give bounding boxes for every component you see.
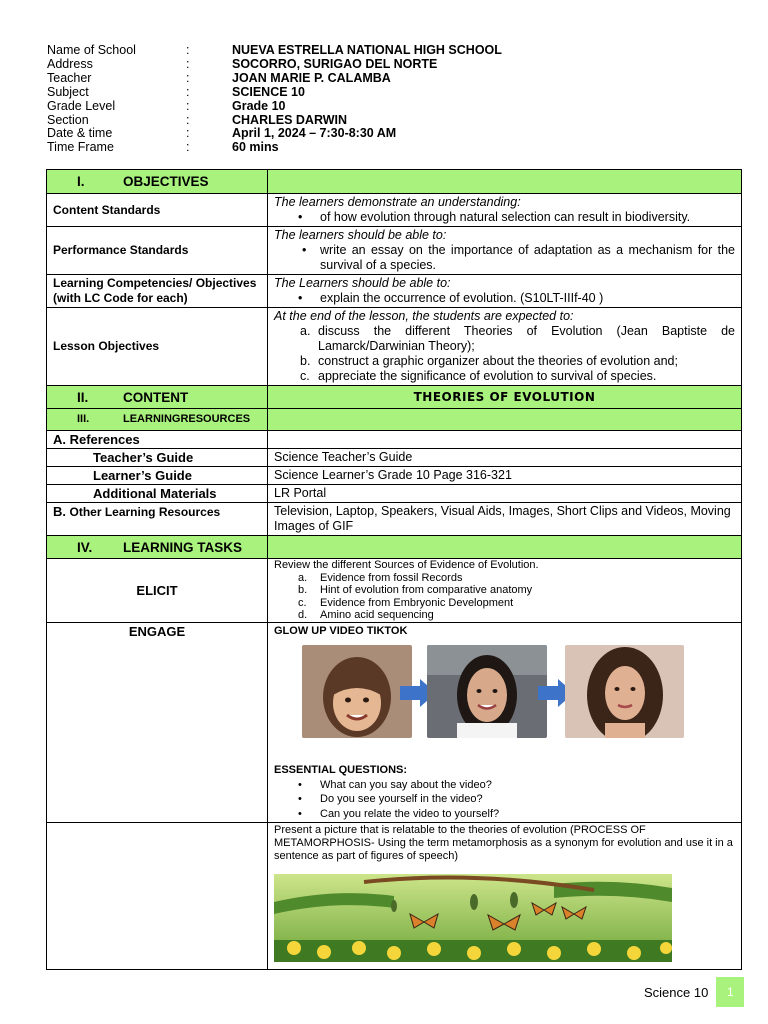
objective-item: c. appreciate the significance of evolution to survival of species. [300, 369, 657, 383]
content-standards-label: Content Standards [47, 194, 268, 227]
competencies-label: Learning Competencies/ Objectives (with LC Code for each) [47, 275, 268, 308]
header-colon: : [186, 84, 190, 99]
header-row [47, 114, 502, 128]
header-label: Date & time [47, 126, 113, 141]
learners-guide-value: Science Learner’s Grade 10 Page 316-321 [268, 467, 742, 485]
header-row [47, 141, 502, 155]
competencies-value: The Learners should be able to: • explain the occurrence of evolution. (S10LT-IIIf-40 ) [268, 275, 742, 308]
child-photo [302, 645, 412, 738]
objective-item: b. construct a graphic organizer about the theories of evolution and; [300, 354, 678, 368]
header-row [47, 127, 502, 141]
page-number: 1 [716, 977, 744, 1007]
header-value: Grade 10 [232, 98, 286, 113]
metamorphosis-picture [274, 874, 735, 962]
header-label: Address [47, 56, 93, 71]
content-topic: THEORIES OF EVOLUTION [268, 386, 742, 409]
header-colon: : [186, 56, 190, 71]
content-heading: II. CONTENT [47, 386, 268, 409]
teachers-guide-value: Science Teacher’s Guide [268, 449, 742, 467]
elicit-item: a. Evidence from fossil Records [298, 571, 463, 584]
header-value: April 1, 2024 – 7:30-8:30 AM [232, 126, 397, 141]
header-colon: : [186, 43, 190, 57]
essential-question: • Do you see yourself in the video? [274, 792, 735, 807]
lesson-plan-table [46, 169, 742, 970]
other-resources-value: Television, Laptop, Speakers, Visual Aids, Images, Short Clips and Videos, Moving Images of GIF [268, 503, 742, 536]
content-standards-value: The learners demonstrate an understanding: • of how evolution through natural selection can result in biodiversity. [268, 194, 742, 227]
header-label: Teacher [47, 70, 92, 85]
header-value: SOCORRO, SURIGAO DEL NORTE [232, 56, 438, 71]
additional-materials-value: LR Portal [268, 485, 742, 503]
woman-photo [565, 645, 684, 738]
lesson-objectives-value: At the end of the lesson, the students are expected to: a. discuss the different Theories of Evolution (Jean Baptiste de Lamarck/Darwinian Theory); b. construct a graphic organizer about the theories of evolution and; c. appreciate the significance of evolution to survival of species. [268, 308, 742, 386]
header-colon: : [186, 98, 190, 113]
footer-subject: Science 10 [644, 984, 709, 1000]
metamorphosis-cell: Present a picture that is relatable to the theories of evolution (PROCESS OF METAMORPHOSIS- Using the term metamorphosis as a synonym for evolution and use it in a sentence as part of figures of speech) [268, 823, 742, 970]
teen-photo [427, 645, 547, 738]
header-label: Name of School [47, 43, 136, 57]
header-row [47, 86, 502, 100]
header-row [47, 44, 502, 58]
additional-materials-label: Additional Materials [47, 485, 268, 503]
engage-value: GLOW UP VIDEO TIKTOK ESSENTIAL QUESTIONS: • What can you say about the video? • Do you see yourself in the video? • Can you relate the video to yourself? [268, 622, 742, 823]
elicit-label: ELICIT [47, 559, 268, 623]
other-resources-label: B. Other Learning Resources [47, 503, 268, 536]
elicit-item: c. Evidence from Embryonic Development [298, 596, 514, 609]
essential-question: • What can you say about the video? [274, 778, 735, 793]
elicit-item: b. Hint of evolution from comparative anatomy [298, 584, 533, 597]
essential-question: • Can you relate the video to yourself? [274, 807, 735, 822]
header-value: SCIENCE 10 [232, 84, 305, 99]
header-colon: : [186, 112, 190, 127]
performance-standards-label: Performance Standards [47, 227, 268, 275]
header-colon: : [186, 126, 190, 141]
resources-heading: III. LEARNINGRESOURCES [47, 409, 268, 431]
page-footer [644, 977, 744, 1007]
header-label: Grade Level [47, 98, 116, 113]
header-colon: : [186, 70, 190, 85]
learners-guide-label: Learner’s Guide [47, 467, 268, 485]
references-label: A. References [47, 431, 268, 449]
header-label: Time Frame [47, 140, 114, 155]
header-label: Section [47, 112, 89, 127]
lesson-objectives-label: Lesson Objectives [47, 308, 268, 386]
teachers-guide-label: Teacher’s Guide [47, 449, 268, 467]
learning-tasks-heading: IV. LEARNING TASKS [47, 536, 268, 559]
objectives-heading: I. OBJECTIVES [47, 170, 268, 194]
header-value: NUEVA ESTRELLA NATIONAL HIGH SCHOOL [232, 43, 502, 57]
performance-standards-value: The learners should be able to: • write an essay on the importance of adaptation as a mechanism for the survival of a species. [268, 227, 742, 275]
glow-up-photo-sequence [274, 645, 735, 763]
header-value: CHARLES DARWIN [232, 112, 348, 127]
header-row [47, 72, 502, 86]
header-value: JOAN MARIE P. CALAMBA [232, 70, 391, 85]
objective-item: a. discuss the different Theories of Evolution (Jean Baptiste de Lamarck/Darwinian Theory); [300, 324, 735, 353]
header-value: 60 mins [232, 140, 279, 155]
school-info-header [47, 44, 502, 155]
header-row [47, 58, 502, 72]
engage-label: ENGAGE [47, 622, 268, 823]
elicit-value: Review the different Sources of Evidence of Evolution. a. Evidence from fossil Records b. Hint of evolution from comparative anatomy c. Evidence from Embryonic Development d. Amino acid sequencing [268, 559, 742, 623]
header-label: Subject [47, 84, 89, 99]
header-colon: : [186, 140, 190, 155]
elicit-item: d. Amino acid sequencing [298, 609, 434, 622]
header-row [47, 100, 502, 114]
